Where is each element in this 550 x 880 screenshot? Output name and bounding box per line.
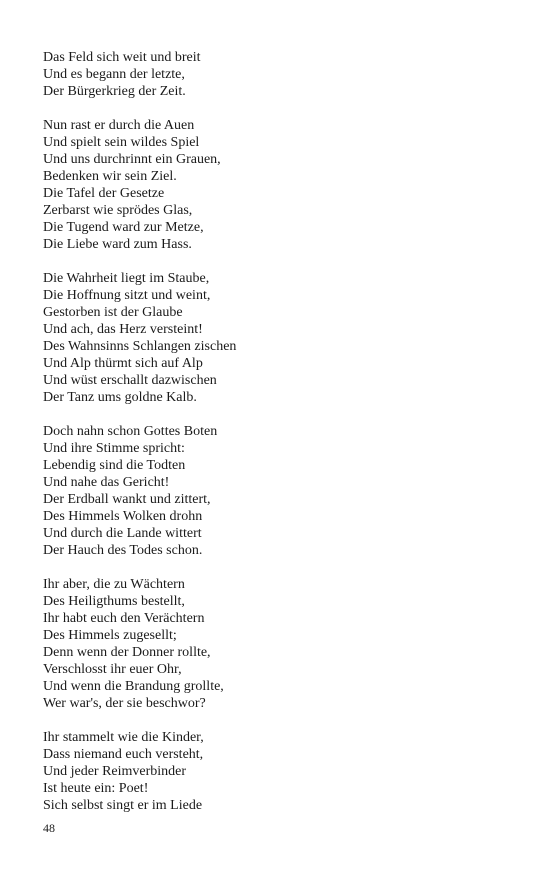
poem-line: Des Wahnsinns Schlangen zischen: [43, 339, 237, 354]
poem-line: Des Himmels zugesellt;: [43, 628, 177, 643]
poem-line: Gestorben ist der Glaube: [43, 305, 183, 320]
poem-line: Ihr aber, die zu Wächtern: [43, 577, 185, 592]
stanza-6: [43, 729, 523, 814]
poem-line: Sich selbst singt er im Liede: [43, 798, 203, 813]
poem-line: Nun rast er durch die Auen: [43, 118, 195, 133]
poem-line: Doch nahn schon Gottes Boten: [43, 424, 218, 439]
poem-line: Ist heute ein: Poet!: [43, 781, 149, 796]
stanza-2: [43, 117, 523, 253]
poem-line: Und ach, das Herz versteint!: [43, 322, 203, 337]
poem-line: Und Alp thürmt sich auf Alp: [43, 356, 203, 371]
poem-line: Zerbarst wie sprödes Glas,: [43, 203, 193, 218]
stanza-5: [43, 576, 523, 712]
poem-line: Der Tanz ums goldne Kalb.: [43, 390, 197, 405]
poem-line: Die Tafel der Gesetze: [43, 186, 165, 201]
stanza-1: [43, 49, 523, 100]
poem-line: Das Feld sich weit und breit: [43, 50, 201, 65]
poem-line: Der Erdball wankt und zittert,: [43, 492, 211, 507]
poem-line: Der Hauch des Todes schon.: [43, 543, 203, 558]
poem-line: Lebendig sind die Todten: [43, 458, 186, 473]
poem-line: Und durch die Lande wittert: [43, 526, 202, 541]
poem-line: Die Wahrheit liegt im Staube,: [43, 271, 210, 286]
poem-line: Die Tugend ward zur Metze,: [43, 220, 204, 235]
poem-line: Und nahe das Gericht!: [43, 475, 170, 490]
poem-line: Und spielt sein wildes Spiel: [43, 135, 200, 150]
poem-line: Die Hoffnung sitzt und weint,: [43, 288, 211, 303]
poem-line: Und jeder Reimverbinder: [43, 764, 187, 779]
stanza-3: [43, 270, 523, 406]
poem-line: Wer war's, der sie beschwor?: [43, 696, 206, 711]
poem-line: Und wenn die Brandung grollte,: [43, 679, 224, 694]
poem-line: Denn wenn der Donner rollte,: [43, 645, 211, 660]
poem-line: Und uns durchrinnt ein Grauen,: [43, 152, 221, 167]
poem-text: [43, 49, 523, 814]
poem-line: Verschlosst ihr euer Ohr,: [43, 662, 182, 677]
poem-line: Und wüst erschallt dazwischen: [43, 373, 217, 388]
poem-line: Ihr habt euch den Verächtern: [43, 611, 205, 626]
poem-line: Und es begann der letzte,: [43, 67, 185, 82]
poem-line: Und ihre Stimme spricht:: [43, 441, 185, 456]
poem-line: Dass niemand euch versteht,: [43, 747, 204, 762]
poem-line: Des Heiligthums bestellt,: [43, 594, 185, 609]
stanza-4: [43, 423, 523, 559]
poem-line: Der Bürgerkrieg der Zeit.: [43, 84, 186, 99]
poem-line: Des Himmels Wolken drohn: [43, 509, 203, 524]
poem-line: Bedenken wir sein Ziel.: [43, 169, 177, 184]
poem-line: Ihr stammelt wie die Kinder,: [43, 730, 204, 745]
page-number: 48: [43, 821, 55, 835]
poem-line: Die Liebe ward zum Hass.: [43, 237, 192, 252]
